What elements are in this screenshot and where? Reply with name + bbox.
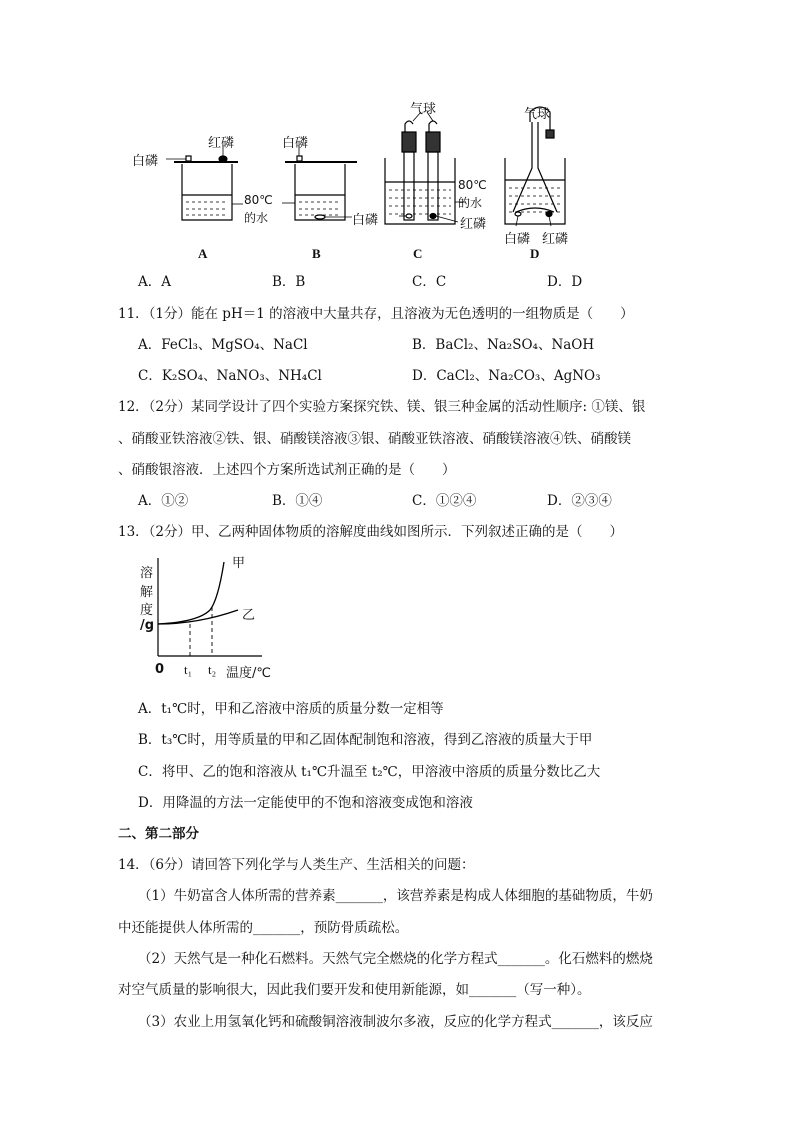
apparatus-b [282,146,357,220]
caption-c: C [413,246,423,261]
q12-option-c[interactable]: C．①②④ [412,493,477,509]
q14-stem: 14．（6分）请回答下列化学与人类生产、生活相关的问题： [118,857,475,873]
curve-jia [158,562,224,624]
q11-option-d[interactable]: D．CaCl₂、Na₂CO₃、AgNO₃ [412,368,601,384]
label-c-water: 的水 [458,196,483,210]
q11-option-a[interactable]: A．FeCl₃、MgSO₄、NaCl [138,337,308,353]
graph-ylabel-3: 度 [140,603,154,618]
q10-option-b[interactable]: B．B [272,274,306,290]
q13-option-d[interactable]: D．用降温的方法一定能使甲的不饱和溶液变成饱和溶液 [138,795,473,811]
caption-b: B [312,246,321,261]
graph-origin: 0 [155,662,165,677]
apparatus-d [505,107,565,226]
q12-option-a[interactable]: A．①② [138,493,189,509]
q14-part2-line2: 对空气质量的影响很大，因此我们要开发和使用新能源，如_______（写一种）。 [118,982,591,998]
apparatus-a [166,146,243,220]
graph-ylabel-1: 溶 [140,566,154,581]
graph-ylabel-4: /g [140,618,155,633]
label-c-balloon: 气球 [410,102,437,117]
q11-option-c[interactable]: C．K₂SO₄、NaNO₃、NH₄Cl [138,368,322,384]
q14-part2-line1: （2）天然气是一种化石燃料。天然气完全燃烧的化学方程式_______。化石燃料的燃烧 [138,951,653,967]
label-d-balloon: 气球 [524,107,551,122]
label-b-bottom-white-phosphorus: 白磷 [352,213,379,228]
q12-option-b[interactable]: B．①④ [272,493,323,509]
graph-series-jia: 甲 [232,556,246,571]
label-d-red-phosphorus: 红磷 [542,232,569,247]
graph-t2: t₂ [208,662,217,677]
caption-a: A [198,246,208,261]
q12-stem-line2: 、硝酸亚铁溶液②铁、银、硝酸镁溶液③银、硝酸亚铁溶液、硝酸镁溶液④铁、硝酸镁 [118,431,631,447]
q11-option-b[interactable]: B．BaCl₂、Na₂SO₄、NaOH [412,337,595,353]
q13-option-a[interactable]: A．t₁℃时，甲和乙溶液中溶质的质量分数一定相等 [138,701,444,717]
q14-part3-line1: （3）农业上用氢氧化钙和硫酸铜溶液制波尔多液，反应的化学方程式_______，该反应 [138,1014,653,1030]
q11-stem: 11．（1分）能在 pH＝1 的溶液中大量共存，且溶液为无色透明的一组物质是（ ） [118,306,634,322]
q14-part1-line2: 中还能提供人体所需的_______，预防骨质疏松。 [118,920,409,936]
q10-option-a[interactable]: A．A [138,274,171,290]
caption-d: D [530,246,540,261]
label-d-white-phosphorus: 白磷 [504,232,531,247]
label-a-white-phosphorus: 白磷 [132,154,159,169]
q14-part1-line1: （1）牛奶富含人体所需的营养素_______，该营养素是构成人体细胞的基础物质，牛奶 [138,888,653,904]
q12-stem-line3: 、硝酸银溶液．上述四个方案所选试剂正确的是（ ） [118,462,456,478]
graph-series-yi: 乙 [242,608,256,623]
label-a-red-phosphorus: 红磷 [208,136,235,151]
q10-option-d[interactable]: D．D [547,274,583,290]
label-c-water-temp: 80℃ [458,178,487,192]
label-a-water-temp: 80℃ [244,193,273,207]
q10-figure [130,98,590,266]
section-2-title: 二、第二部分 [118,826,199,842]
graph-ylabel-2: 解 [140,585,154,600]
q10-option-c[interactable]: C．C [412,274,447,290]
graph-t1: t₁ [184,662,193,677]
q13-option-c[interactable]: C．将甲、乙的饱和溶液从 t₁℃升温至 t₂℃，甲溶液中溶质的质量分数比乙大 [138,764,601,780]
q13-solubility-graph [138,552,288,684]
q13-option-b[interactable]: B．t₃℃时，用等质量的甲和乙固体配制饱和溶液，得到乙溶液的质量大于甲 [138,732,593,748]
graph-xlabel: 温度/℃ [226,666,271,681]
label-a-water: 的水 [244,211,269,225]
q12-option-d[interactable]: D．②③④ [547,493,612,509]
label-c-red-phosphorus: 红磷 [460,217,487,232]
q12-stem-line1: 12．（2分）某同学设计了四个实验方案探究铁、镁、银三种金属的活动性顺序: ①镁、银 [118,399,646,415]
label-b-white-phosphorus: 白磷 [282,136,309,151]
q13-stem: 13．（2分）甲、乙两种固体物质的溶解度曲线如图所示．下列叙述正确的是（ ） [118,524,624,540]
apparatus-c [385,112,466,224]
